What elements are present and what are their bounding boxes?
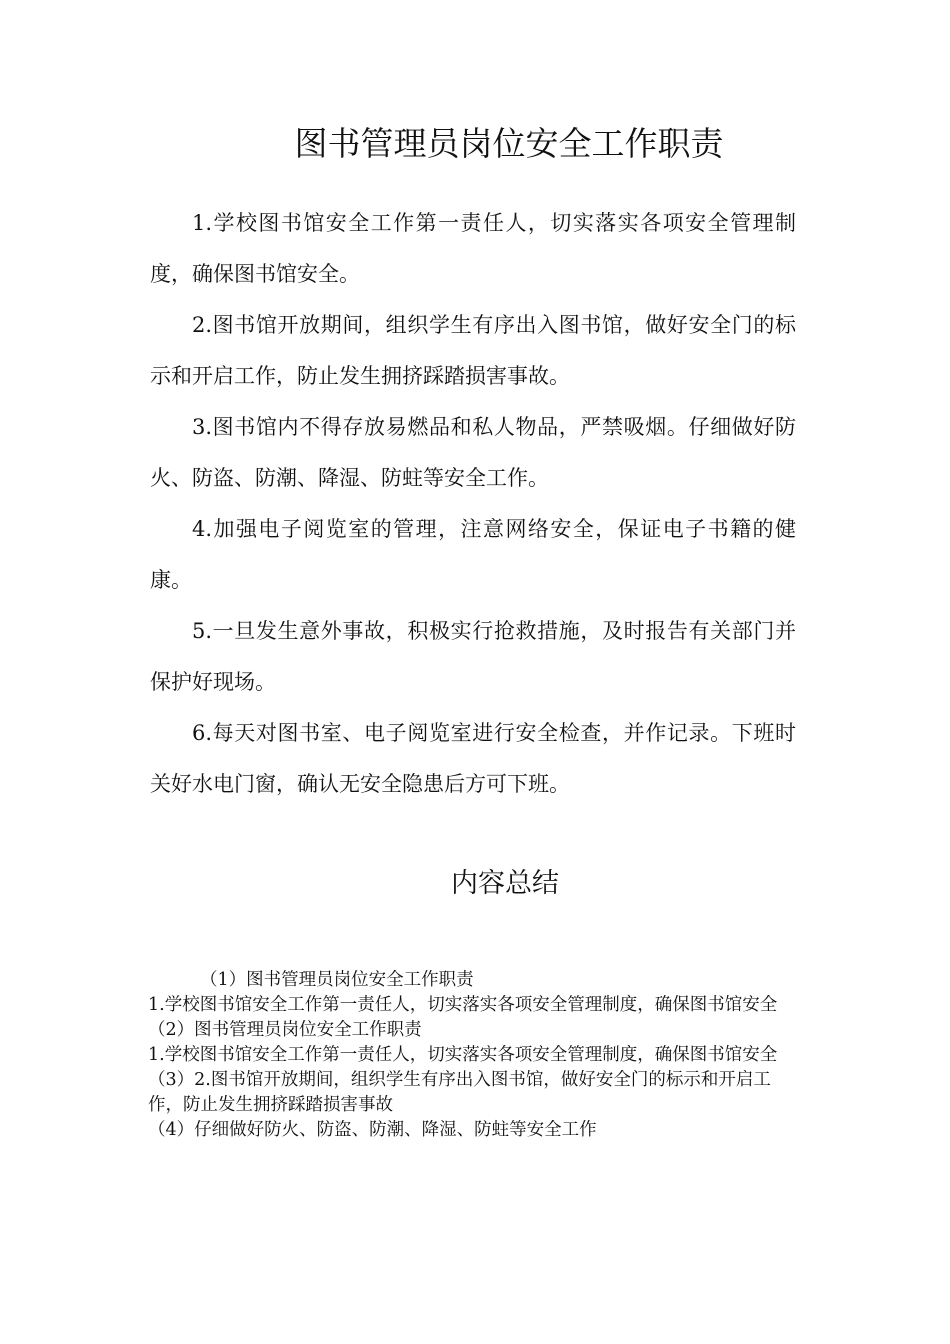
summary-line-1: （1）图书管理员岗位安全工作职责 (200, 970, 474, 990)
summary-heading: 内容总结 (451, 868, 559, 899)
summary-line-4: 1.学校图书馆安全工作第一责任人，切实落实各项安全管理制度，确保图书馆安全 (148, 1045, 778, 1065)
document-title: 图书管理员岗位安全工作职责 (294, 124, 724, 163)
document-body (150, 198, 796, 810)
summary-section (148, 968, 800, 1143)
duty-paragraph-3: 3.图书馆内不得存放易燃品和私人物品，严禁吸烟。仔细做好防火、防盗、防潮、降湿、防蛀等安全工作。 (150, 415, 796, 490)
summary-line-6: （4）仔细做好防火、防盗、防潮、降湿、防蛀等安全工作 (148, 1120, 597, 1140)
duty-paragraph-6: 6.每天对图书室、电子阅览室进行安全检查，并作记录。下班时关好水电门窗，确认无安全隐患后方可下班。 (150, 721, 796, 796)
summary-line-3: （2）图书管理员岗位安全工作职责 (148, 1020, 422, 1040)
duty-paragraph-5: 5.一旦发生意外事故，积极实行抢救措施，及时报告有关部门并保护好现场。 (150, 619, 796, 694)
duty-paragraph-1: 1.学校图书馆安全工作第一责任人，切实落实各项安全管理制度，确保图书馆安全。 (150, 211, 796, 286)
summary-line-2: 1.学校图书馆安全工作第一责任人，切实落实各项安全管理制度，确保图书馆安全 (148, 995, 778, 1015)
duty-paragraph-2: 2.图书馆开放期间，组织学生有序出入图书馆，做好安全门的标示和开启工作，防止发生拥挤踩踏损害事故。 (150, 313, 796, 388)
summary-line-5: （3）2.图书馆开放期间，组织学生有序出入图书馆，做好安全门的标示和开启工作，防止发生拥挤踩踏损害事故 (148, 1070, 771, 1115)
duty-paragraph-4: 4.加强电子阅览室的管理，注意网络安全，保证电子书籍的健康。 (150, 517, 796, 592)
